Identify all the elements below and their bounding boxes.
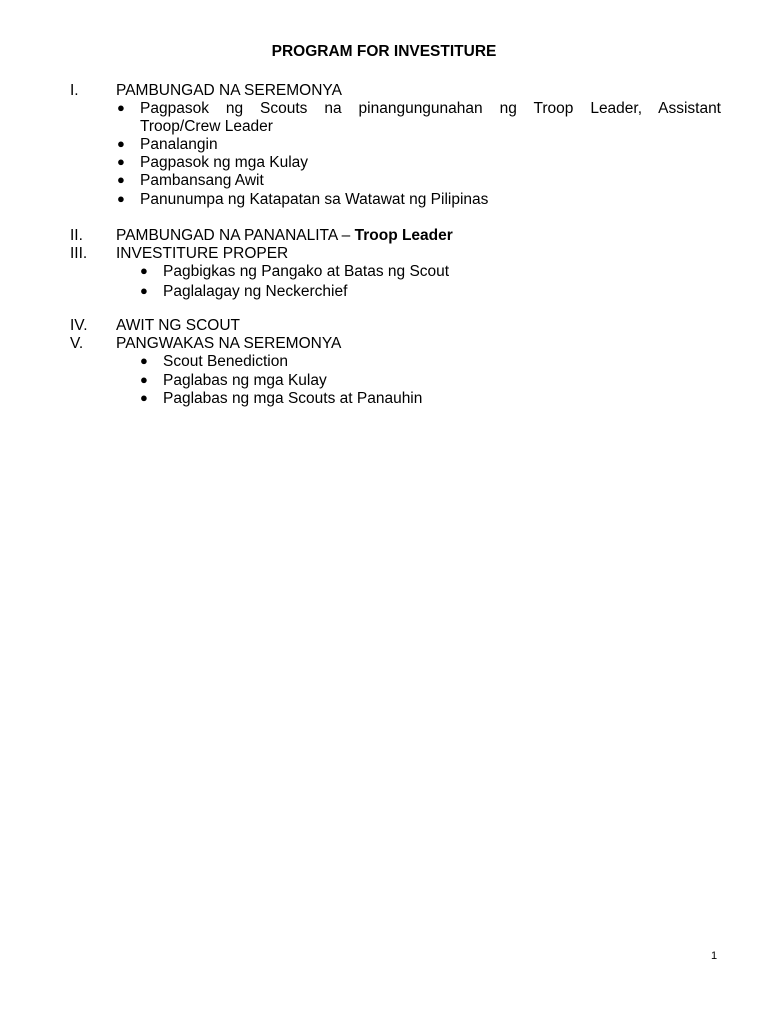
list-item: Pagpasok ng Scouts na pinangungunahan ng Troop Leader, Assistant (140, 100, 721, 117)
bullet-icon: ● (117, 154, 125, 169)
list-item: Pambansang Awit (140, 172, 264, 189)
section-numeral: V. (70, 335, 84, 352)
list-item: Paglabas ng mga Kulay (163, 372, 327, 389)
section-numeral: III. (70, 245, 88, 262)
section-heading: AWIT NG SCOUT (116, 317, 240, 334)
section-heading: PANGWAKAS NA SEREMONYA (116, 335, 342, 352)
bullet-icon: ● (140, 353, 148, 368)
page-number: 1 (711, 950, 718, 962)
bullet-icon: ● (117, 100, 125, 115)
document-title: PROGRAM FOR INVESTITURE (271, 43, 497, 60)
list-item-continuation: Troop/Crew Leader (140, 118, 273, 135)
list-item: Panunumpa ng Katapatan sa Watawat ng Pilipinas (140, 191, 489, 208)
list-item: Paglalagay ng Neckerchief (163, 283, 348, 300)
list-item: Pagbigkas ng Pangako at Batas ng Scout (163, 263, 450, 280)
bullet-icon: ● (117, 172, 125, 187)
section-heading: INVESTITURE PROPER (116, 245, 289, 262)
section-heading-text: PAMBUNGAD NA PANANALITA – (116, 227, 351, 244)
bullet-icon: ● (117, 136, 125, 151)
section-heading (116, 227, 453, 245)
section-numeral: I. (70, 82, 79, 99)
list-item: Paglabas ng mga Scouts at Panauhin (163, 390, 423, 407)
section-heading: PAMBUNGAD NA SEREMONYA (116, 82, 342, 99)
section-numeral: II. (70, 227, 83, 244)
bullet-icon: ● (140, 390, 148, 405)
bullet-icon: ● (117, 191, 125, 206)
list-item: Pagpasok ng mga Kulay (140, 154, 309, 171)
list-item: Scout Benediction (163, 353, 288, 370)
bullet-icon: ● (140, 263, 148, 278)
bullet-icon: ● (140, 372, 148, 387)
section-numeral: IV. (70, 317, 88, 334)
list-item: Panalangin (140, 136, 218, 153)
bullet-icon: ● (140, 283, 148, 298)
section-heading-bold: Troop Leader (354, 227, 453, 244)
